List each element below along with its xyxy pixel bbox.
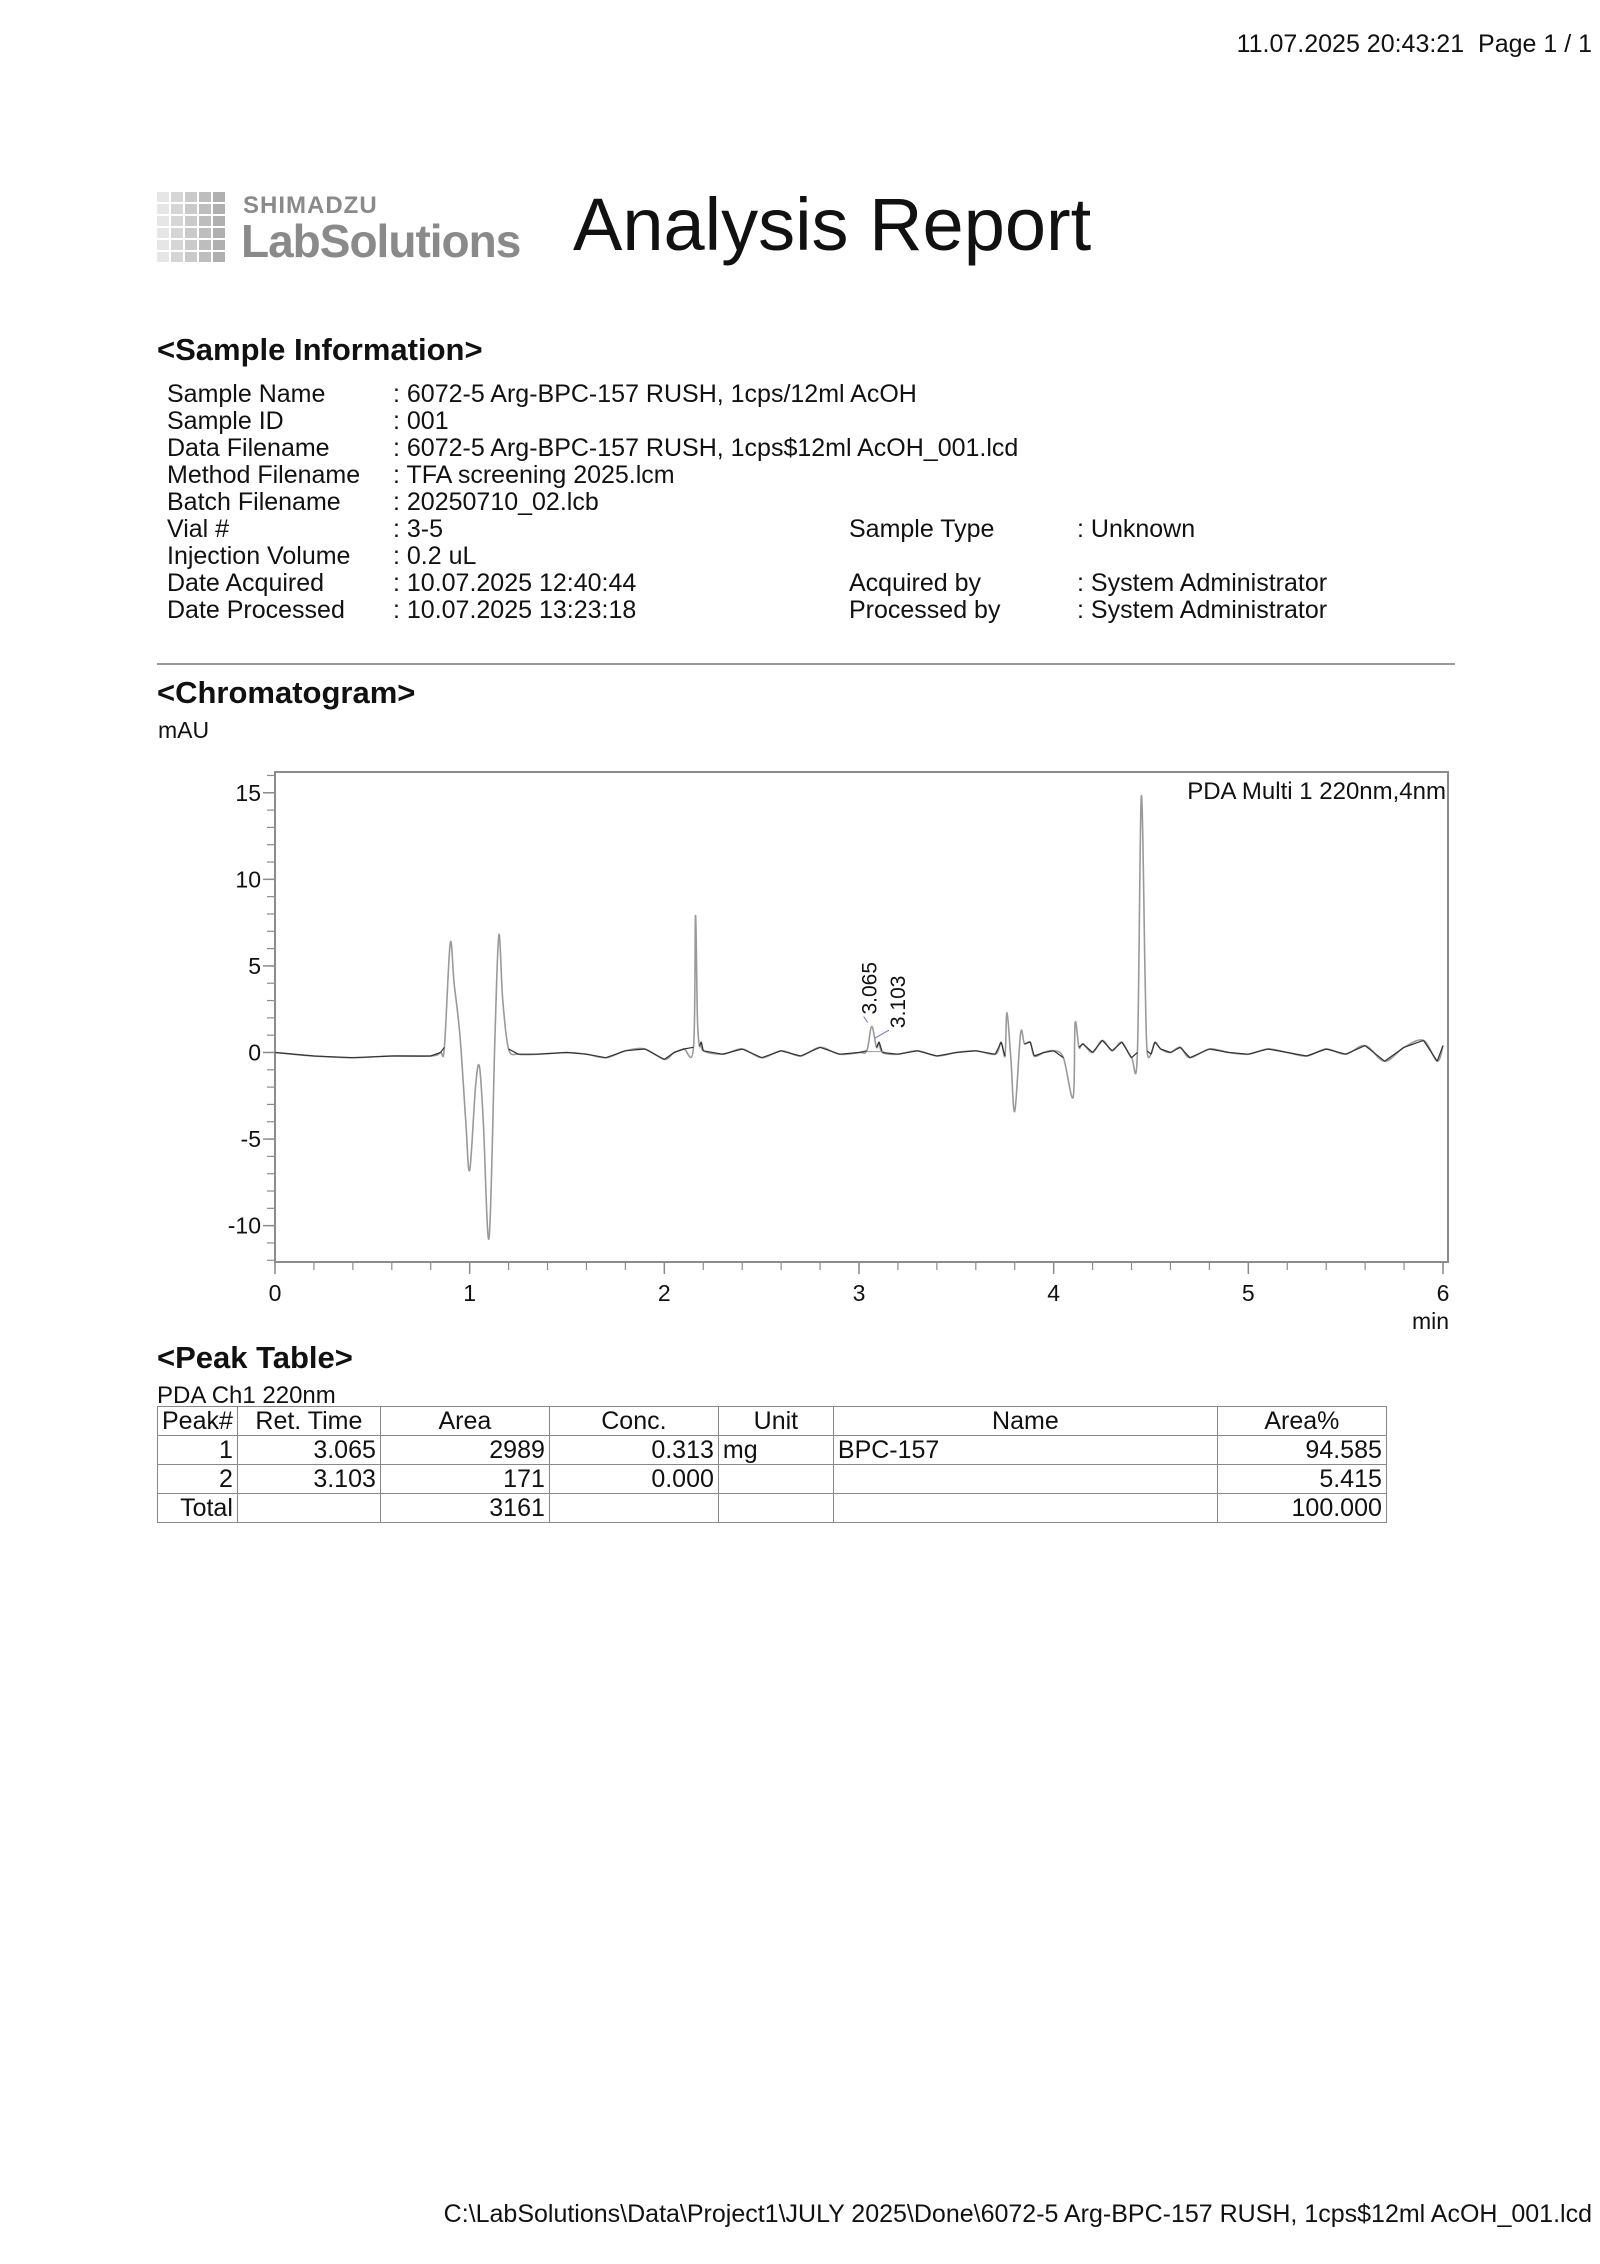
sample-info-row [849, 543, 1449, 570]
logo-grid-cell [171, 216, 183, 226]
table-cell: BPC-157 [833, 1436, 1217, 1465]
x-tick-label: 4 [1047, 1280, 1061, 1306]
table-total-row [158, 1494, 1387, 1523]
sample-info-label: Sample Name [167, 380, 326, 408]
y-axis-unit-label: mAU [158, 717, 210, 743]
table-row [158, 1436, 1387, 1465]
logo-grid-cell [171, 228, 183, 238]
sample-info-value: : System Administrator [1077, 596, 1328, 624]
sample-info-value: : 10.07.2025 13:23:18 [393, 596, 637, 624]
logo-grid-cell [157, 228, 169, 238]
sample-info-value: : 0.2 uL [393, 542, 477, 570]
sample-info-value: : Unknown [1077, 515, 1196, 543]
logo-grid-cell [199, 216, 211, 226]
chromatogram-baseline [275, 1040, 1443, 1061]
x-tick-label: 6 [1436, 1280, 1450, 1306]
peak-label-group [859, 962, 910, 1052]
column-header: Conc. [549, 1407, 718, 1436]
y-tick-label: 5 [248, 952, 261, 979]
sample-info-row [167, 380, 917, 408]
sample-info-right-block [849, 516, 1449, 624]
peak-table-body [158, 1436, 1387, 1523]
sample-info-label: Sample Type [849, 515, 995, 543]
logo-grid-cell [213, 204, 225, 214]
table-cell: 3.103 [237, 1465, 380, 1494]
peak-table-header-row [158, 1407, 1387, 1436]
logo-grid-cell [199, 240, 211, 250]
logo-grid-cell [157, 192, 169, 202]
logo-grid-cell [185, 228, 197, 238]
logo-grid-cell [171, 204, 183, 214]
peak-label: 3.103 [887, 975, 911, 1029]
table-cell: 3161 [380, 1494, 549, 1523]
shimadzu-labsolutions-logo [157, 192, 527, 267]
table-cell: 2989 [380, 1436, 549, 1465]
logo-brand-text: SHIMADZU [243, 192, 378, 219]
table-cell: 1 [158, 1436, 238, 1465]
column-header: Unit [718, 1407, 833, 1436]
sample-info-label: Date Acquired [167, 569, 325, 597]
x-tick-label: 3 [852, 1280, 866, 1306]
logo-grid-cell [213, 240, 225, 250]
y-tick-label: 10 [235, 866, 261, 893]
print-header [1237, 30, 1592, 59]
logo-grid-cell [157, 240, 169, 250]
sample-info-row [849, 516, 1449, 543]
column-header: Area [380, 1407, 549, 1436]
y-tick-label: 15 [235, 779, 261, 806]
logo-grid-cell [171, 240, 183, 250]
sample-info-label: Batch Filename [167, 488, 341, 516]
x-tick-label: 0 [268, 1280, 282, 1306]
table-cell: 171 [380, 1465, 549, 1494]
sample-info-row [167, 543, 867, 570]
sample-info-label: Injection Volume [167, 542, 351, 570]
logo-grid-cell [185, 204, 197, 214]
chromatogram-trace [275, 796, 1443, 1240]
sample-info-label: Date Processed [167, 596, 345, 624]
table-cell [833, 1494, 1217, 1523]
logo-grid-icon [157, 192, 225, 262]
sample-info-value: : 6072-5 Arg-BPC-157 RUSH, 1cps/12ml AcOH [393, 380, 917, 408]
logo-grid-cell [213, 216, 225, 226]
column-header: Peak# [158, 1407, 238, 1436]
chromatogram-heading: <Chromatogram> [157, 675, 416, 710]
table-cell [833, 1465, 1217, 1494]
table-cell: 2 [158, 1465, 238, 1494]
logo-grid-cell [213, 252, 225, 262]
table-cell [718, 1465, 833, 1494]
x-axis-unit-label: min [1411, 1308, 1449, 1334]
logo-grid-cell [157, 252, 169, 262]
column-header: Name [833, 1407, 1217, 1436]
logo-grid-cell [199, 192, 211, 202]
x-tick-label: 2 [657, 1280, 671, 1306]
sample-info-row [167, 597, 867, 624]
sample-info-row [167, 516, 867, 543]
chart-ticks [228, 775, 1450, 1306]
sample-info-value: : 6072-5 Arg-BPC-157 RUSH, 1cps$12ml AcOH_001.lcd [393, 434, 1019, 462]
peak-label: 3.065 [858, 961, 882, 1015]
sample-info-value: : 001 [393, 407, 449, 435]
table-cell: 100.000 [1217, 1494, 1386, 1523]
sample-information-heading: <Sample Information> [157, 332, 483, 367]
sample-info-row [849, 570, 1449, 597]
logo-grid-cell [171, 252, 183, 262]
column-header: Area% [1217, 1407, 1386, 1436]
sample-info-row [849, 597, 1449, 624]
y-tick-label: -10 [227, 1212, 261, 1239]
logo-grid-cell [199, 252, 211, 262]
table-cell: 94.585 [1217, 1436, 1386, 1465]
sample-info-value: : TFA screening 2025.lcm [393, 461, 675, 489]
sample-info-label: Sample ID [167, 407, 284, 435]
peak-table-heading: <Peak Table> [157, 1340, 353, 1375]
chart-axes [275, 772, 1448, 1262]
table-cell: 5.415 [1217, 1465, 1386, 1494]
logo-grid-cell [199, 228, 211, 238]
logo-product-text: LabSolutions [241, 215, 521, 267]
y-tick-label: 0 [248, 1039, 261, 1066]
logo-grid-cell [157, 204, 169, 214]
table-cell: mg [718, 1436, 833, 1465]
table-cell: Total [158, 1494, 238, 1523]
plot-frame [275, 772, 1448, 1262]
logo-grid-cell [199, 204, 211, 214]
sample-info-value: : System Administrator [1077, 569, 1328, 597]
footer-file-path: C:\LabSolutions\Data\Project1\JULY 2025\Done\6072-5 Arg-BPC-157 RUSH, 1cps$12ml AcOH_001.lcd [443, 2200, 1592, 2228]
logo-grid-cell [185, 240, 197, 250]
page-number: Page 1 / 1 [1478, 30, 1592, 58]
sample-info-label: Acquired by [849, 569, 982, 597]
table-row [158, 1465, 1387, 1494]
sample-info-value: : 10.07.2025 12:40:44 [393, 569, 637, 597]
sample-info-value: : 3-5 [393, 515, 444, 543]
table-cell: 0.313 [549, 1436, 718, 1465]
section-divider [157, 663, 1455, 665]
x-tick-label: 1 [463, 1280, 477, 1306]
sample-info-row [167, 489, 867, 516]
peak-marker-line [864, 1017, 868, 1023]
peak-marker-line [875, 1030, 889, 1038]
table-cell [549, 1494, 718, 1523]
peak-table [157, 1406, 1387, 1523]
sample-info-row [167, 570, 867, 597]
sample-info-row [167, 408, 867, 435]
print-timestamp: 11.07.2025 20:43:21 [1236, 30, 1465, 58]
logo-grid-cell [185, 192, 197, 202]
logo-grid-cell [185, 216, 197, 226]
sample-info-label: Method Filename [167, 461, 361, 489]
sample-info-label: Processed by [849, 596, 1001, 624]
logo-grid-cell [157, 216, 169, 226]
sample-info-label: Vial # [167, 515, 230, 543]
sample-info-row [167, 462, 867, 489]
table-cell: 3.065 [237, 1436, 380, 1465]
table-cell [237, 1494, 380, 1523]
logo-grid-cell [213, 192, 225, 202]
column-header: Ret. Time [237, 1407, 380, 1436]
peak-table-channel: PDA Ch1 220nm [157, 1382, 336, 1409]
y-tick-label: -5 [240, 1126, 261, 1153]
chromatogram-chart [0, 740, 1600, 1334]
x-tick-label: 5 [1241, 1280, 1255, 1306]
sample-info-row [167, 434, 1019, 462]
sample-info-value: : 20250710_02.lcb [393, 488, 599, 516]
table-cell: 0.000 [549, 1465, 718, 1494]
sample-info-label: Data Filename [167, 434, 330, 462]
logo-grid-cell [213, 228, 225, 238]
chart-legend: PDA Multi 1 220nm,4nm [1187, 778, 1446, 805]
logo-grid-cell [171, 192, 183, 202]
report-title: Analysis Report [573, 183, 1092, 266]
table-cell [718, 1494, 833, 1523]
logo-grid-cell [185, 252, 197, 262]
